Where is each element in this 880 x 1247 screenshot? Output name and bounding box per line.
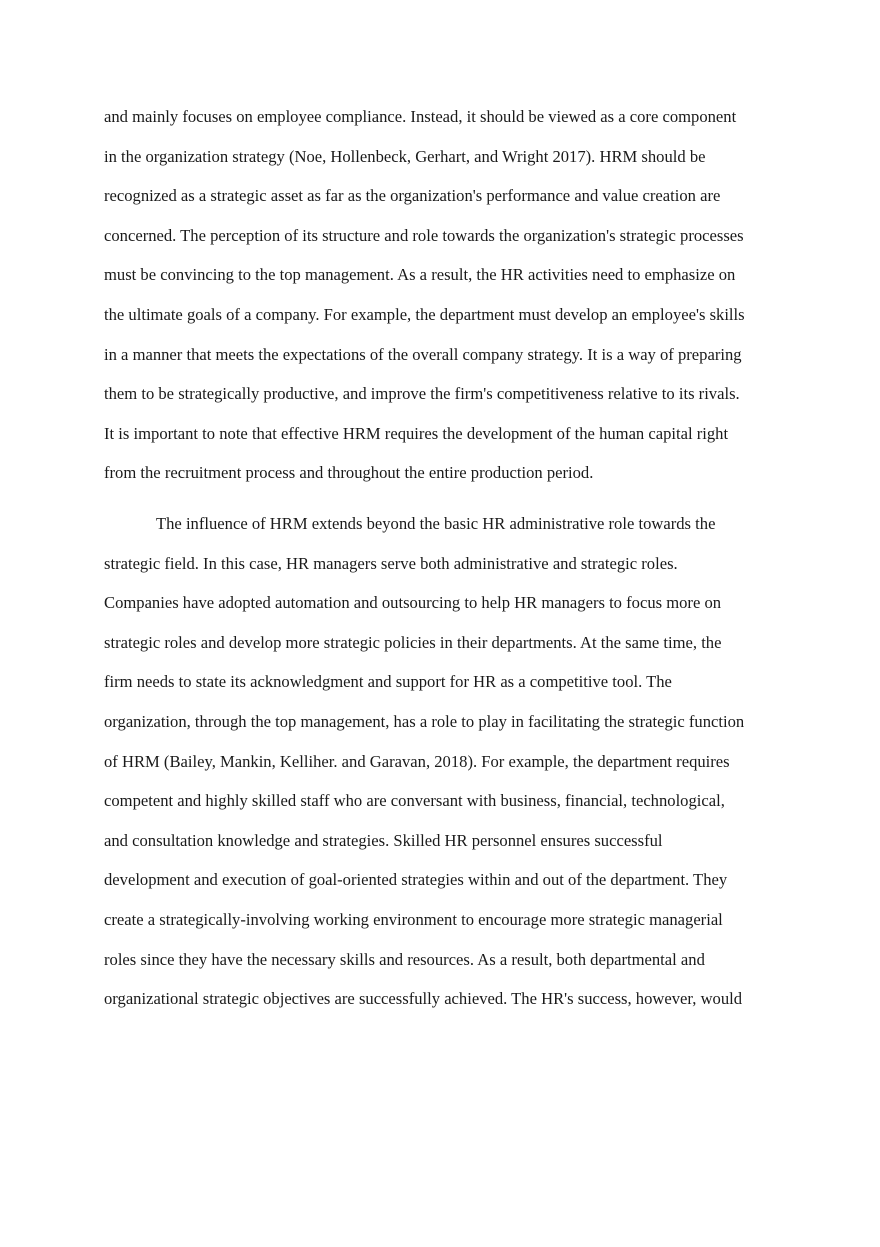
text-line: the ultimate goals of a company. For example, the department must develop an employee's skills [104, 304, 745, 324]
text-line: It is important to note that effective HRM requires the development of the human capital right [104, 423, 729, 443]
text-line: The influence of HRM extends beyond the basic HR administrative role towards the [156, 514, 716, 533]
text-line: firm needs to state its acknowledgment and support for HR as a competitive tool. The [104, 672, 672, 692]
paragraph-2 [104, 504, 784, 1019]
text-line: of HRM (Bailey, Mankin, Kelliher. and Garavan, 2018). For example, the department requires [104, 751, 730, 771]
paragraph-1 [104, 97, 784, 493]
text-line: Companies have adopted automation and outsourcing to help HR managers to focus more on [104, 593, 722, 613]
text-line: and mainly focuses on employee compliance. Instead, it should be viewed as a core component [104, 107, 737, 126]
text-line: recognized as a strategic asset as far as the organization's performance and value creation are [104, 186, 721, 206]
text-line: competent and highly skilled staff who are conversant with business, financial, technological, [104, 791, 725, 811]
text-line: development and execution of goal-oriented strategies within and out of the department. They [104, 870, 728, 890]
text-line: roles since they have the necessary skills and resources. As a result, both departmental and [104, 949, 705, 969]
text-line: in a manner that meets the expectations of the overall company strategy. It is a way of preparing [104, 344, 742, 364]
text-line: from the recruitment process and throughout the entire production period. [104, 463, 594, 483]
text-line: and consultation knowledge and strategies. Skilled HR personnel ensures successful [104, 830, 663, 850]
text-line: create a strategically-involving working environment to encourage more strategic managerial [104, 909, 723, 929]
text-line: organization, through the top management, has a role to play in facilitating the strategic function [104, 711, 745, 731]
text-line: organizational strategic objectives are successfully achieved. The HR's success, however, would [104, 989, 743, 1009]
text-line: concerned. The perception of its structure and role towards the organization's strategic processes [104, 225, 744, 245]
text-line: in the organization strategy (Noe, Hollenbeck, Gerhart, and Wright 2017). HRM should be [104, 146, 706, 166]
text-line: strategic roles and develop more strategic policies in their departments. At the same time, the [104, 632, 722, 652]
text-line: must be convincing to the top management. As a result, the HR activities need to emphasize on [104, 265, 736, 285]
text-line: strategic field. In this case, HR managers serve both administrative and strategic roles. [104, 553, 678, 573]
text-line: them to be strategically productive, and improve the firm's competitiveness relative to its rivals. [104, 384, 740, 404]
